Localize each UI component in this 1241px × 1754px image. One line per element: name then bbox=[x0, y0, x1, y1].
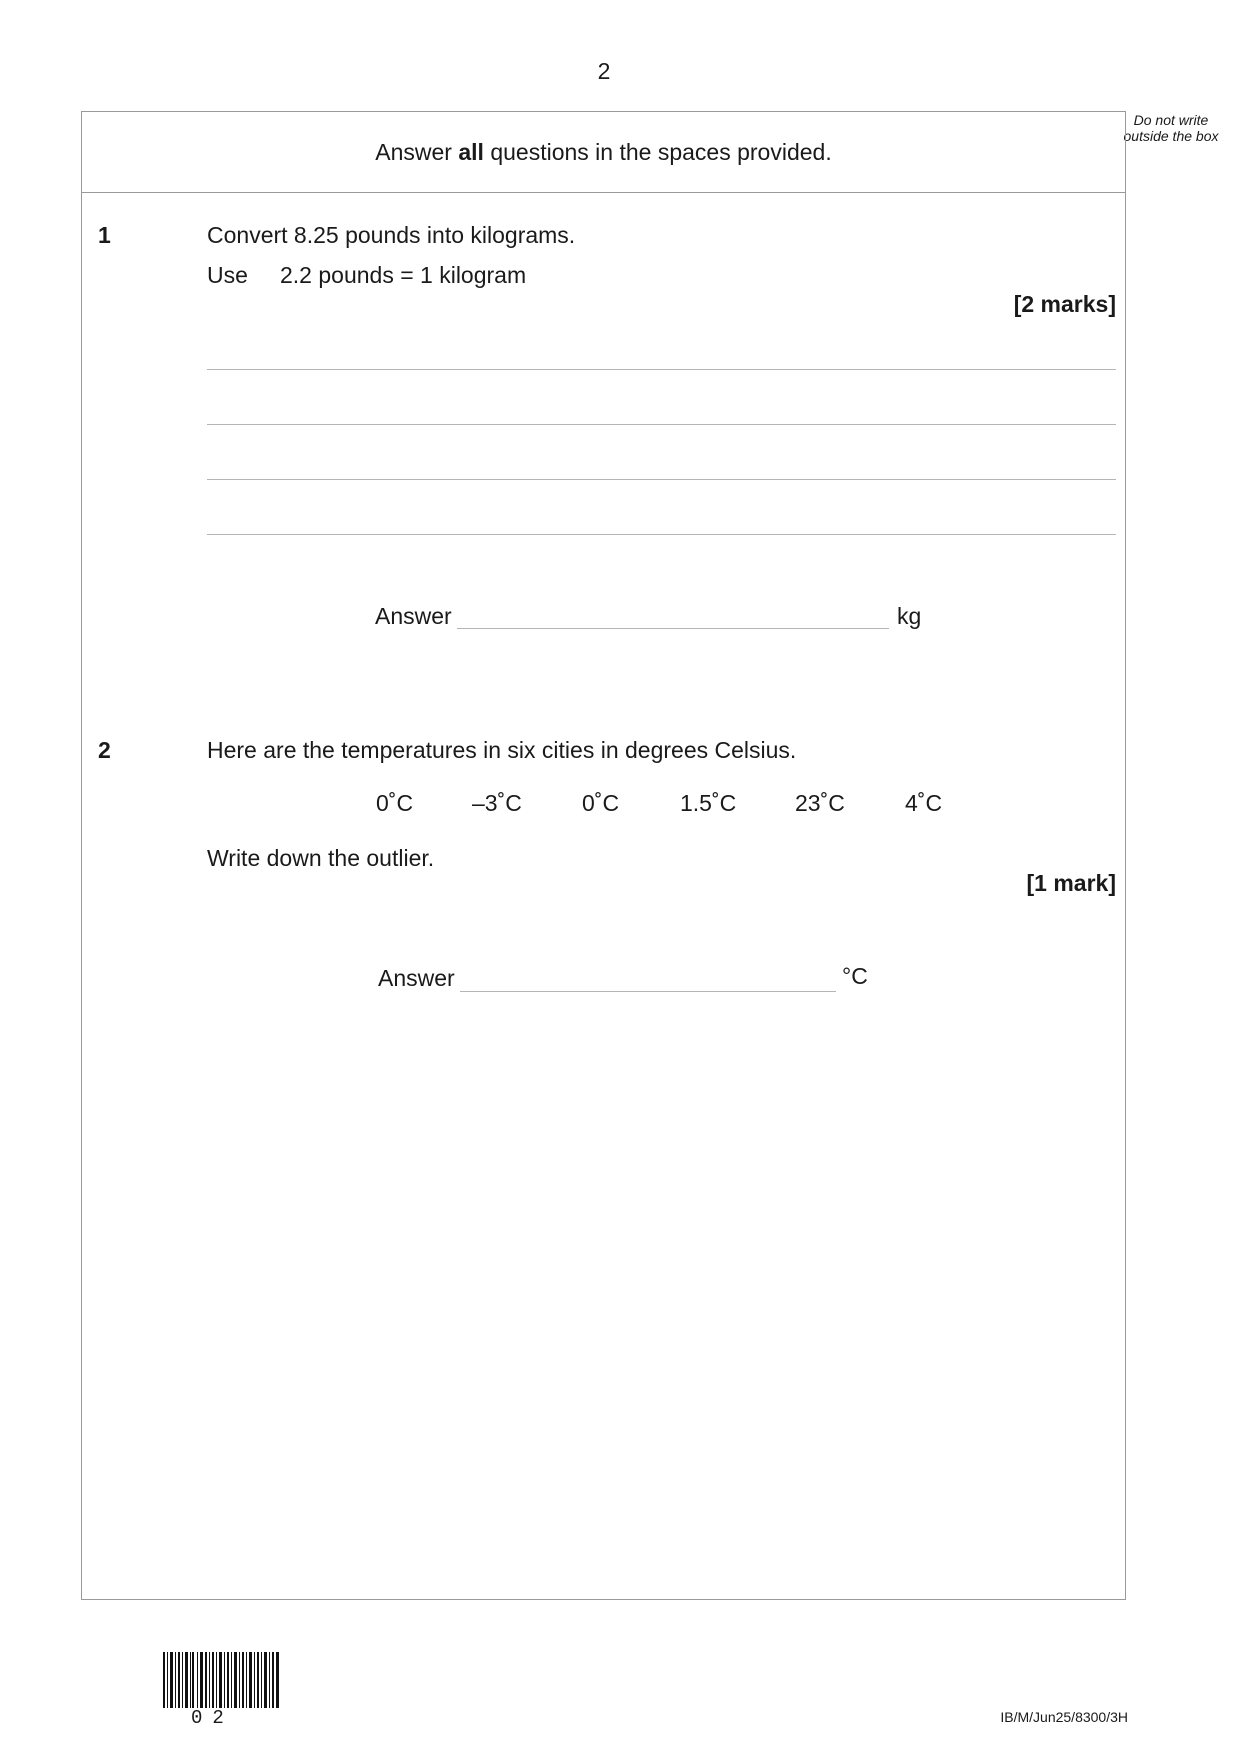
paper-reference-code: IB/M/Jun25/8300/3H bbox=[1000, 1709, 1128, 1725]
question-1-marks: [2 marks] bbox=[1013, 291, 1116, 317]
working-line[interactable] bbox=[207, 424, 1116, 425]
working-line[interactable] bbox=[207, 534, 1116, 535]
barcode-image bbox=[163, 1652, 279, 1708]
temperature-value: 23˚C bbox=[795, 790, 845, 816]
question-1-answer-label: Answer bbox=[375, 603, 452, 629]
working-line[interactable] bbox=[207, 369, 1116, 370]
page-number: 2 bbox=[597, 58, 611, 84]
temperature-value: 1.5˚C bbox=[680, 790, 737, 816]
temperature-value: –3˚C bbox=[472, 790, 522, 816]
question-1-answer-line[interactable] bbox=[457, 628, 889, 629]
question-1-number: 1 bbox=[98, 222, 111, 248]
question-1-text: Convert 8.25 pounds into kilograms. bbox=[207, 222, 576, 248]
instruction-suffix: questions in the spaces provided. bbox=[483, 139, 832, 165]
temperature-value: 4˚C bbox=[905, 790, 943, 816]
working-line[interactable] bbox=[207, 479, 1116, 480]
general-instruction bbox=[81, 139, 1126, 166]
question-2-marks: [1 mark] bbox=[1026, 870, 1116, 896]
box-divider bbox=[81, 192, 1126, 193]
question-1-conversion-fact: 2.2 pounds = 1 kilogram bbox=[280, 262, 527, 288]
question-2-instruction: Write down the outlier. bbox=[207, 845, 435, 871]
question-2-text: Here are the temperatures in six cities in degrees Celsius. bbox=[207, 737, 797, 763]
temperature-value: 0˚C bbox=[376, 790, 414, 816]
margin-note: Do not write outside the box bbox=[1123, 112, 1219, 144]
question-1-answer-unit: kg bbox=[897, 603, 922, 629]
instruction-bold: all bbox=[458, 139, 484, 165]
instruction-prefix: Answer bbox=[375, 139, 459, 165]
question-2-answer-label: Answer bbox=[378, 965, 455, 991]
question-2-number: 2 bbox=[98, 737, 111, 763]
question-1-use-label: Use bbox=[207, 262, 248, 288]
question-2-answer-line[interactable] bbox=[460, 991, 836, 992]
barcode-digits: 02 bbox=[191, 1707, 234, 1729]
question-2-answer-unit: °C bbox=[842, 963, 868, 989]
temperature-value: 0˚C bbox=[582, 790, 620, 816]
